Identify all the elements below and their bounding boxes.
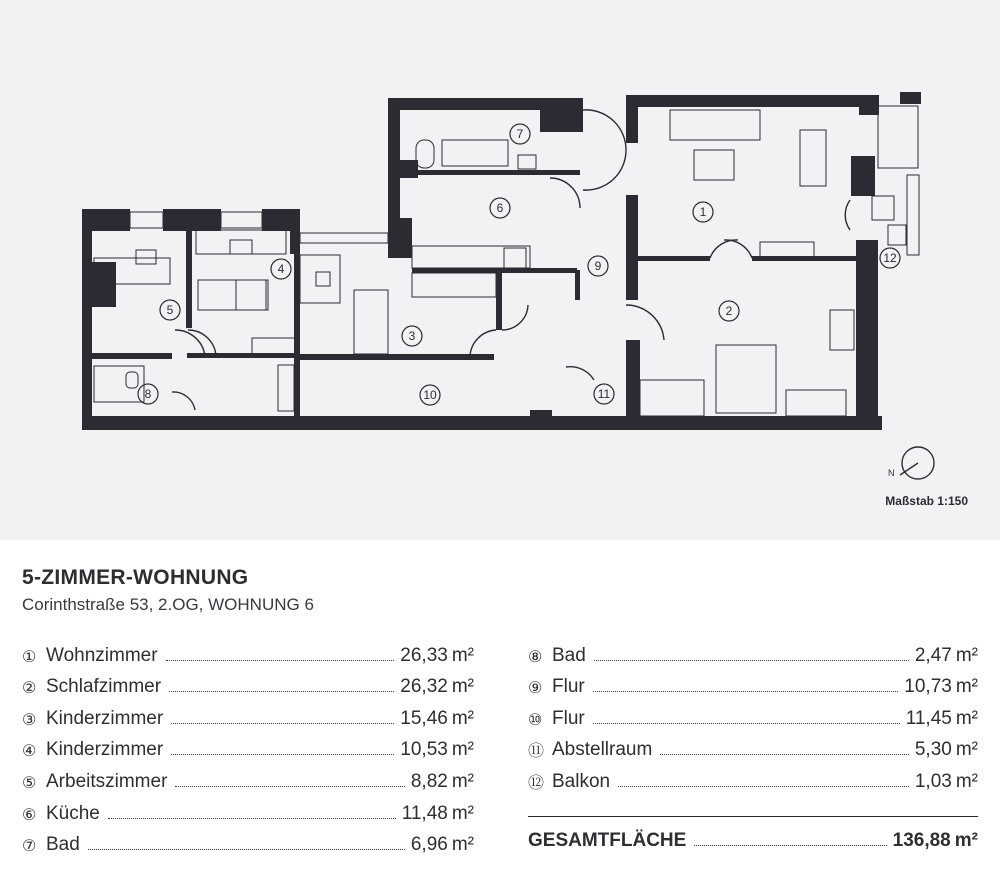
room-number-marker bbox=[588, 256, 608, 276]
room-number-marker bbox=[420, 385, 440, 405]
room-number: ⑥ bbox=[22, 806, 37, 824]
dot-leader bbox=[594, 660, 909, 661]
room-name: Balkon bbox=[552, 770, 611, 792]
room-number-label: 4 bbox=[277, 262, 285, 276]
dot-leader bbox=[88, 849, 405, 850]
room-row bbox=[22, 730, 474, 762]
room-name: Kinderzimmer bbox=[46, 739, 164, 761]
room-area: 5,30 bbox=[914, 739, 952, 761]
room-row bbox=[22, 825, 474, 857]
room-row bbox=[22, 667, 474, 699]
room-unit: m² bbox=[955, 676, 978, 698]
interior-walls bbox=[92, 170, 856, 420]
total-label: GESAMTFLÄCHE bbox=[528, 829, 687, 851]
room-area: 26,33 bbox=[400, 644, 448, 666]
room-number-marker bbox=[510, 124, 530, 144]
room-number: ② bbox=[22, 680, 37, 698]
room-name: Kinderzimmer bbox=[46, 707, 164, 729]
room-number: ④ bbox=[22, 743, 37, 761]
room-name: Flur bbox=[552, 676, 585, 698]
room-number-label: 11 bbox=[597, 387, 611, 401]
dot-leader bbox=[108, 818, 396, 819]
compass-icon bbox=[888, 447, 934, 479]
room-row bbox=[528, 635, 978, 667]
room-area: 8,82 bbox=[410, 770, 448, 792]
room-number-label: 9 bbox=[594, 259, 602, 273]
room-area: 2,47 bbox=[914, 644, 952, 666]
room-name: Abstellraum bbox=[552, 739, 653, 761]
room-number: ⑤ bbox=[22, 774, 37, 792]
room-name: Schlafzimmer bbox=[46, 676, 162, 698]
room-area: 6,96 bbox=[410, 834, 448, 856]
room-row bbox=[528, 667, 978, 699]
room-unit: m² bbox=[451, 644, 474, 666]
room-number-marker bbox=[490, 198, 510, 218]
dot-leader bbox=[171, 723, 394, 724]
room-name: Küche bbox=[46, 802, 100, 824]
dot-leader bbox=[175, 786, 404, 787]
room-unit: m² bbox=[451, 739, 474, 761]
room-unit: m² bbox=[451, 676, 474, 698]
room-number-label: 6 bbox=[496, 201, 504, 215]
room-unit: m² bbox=[451, 834, 474, 856]
room-row bbox=[22, 635, 474, 667]
room-number-marker bbox=[271, 259, 291, 279]
dot-leader bbox=[166, 660, 395, 661]
room-row bbox=[528, 761, 978, 793]
room-area: 11,45 bbox=[905, 707, 952, 729]
room-number-label: 8 bbox=[144, 387, 152, 401]
room-number-marker bbox=[719, 301, 739, 321]
doors bbox=[172, 110, 850, 410]
room-name: Wohnzimmer bbox=[46, 644, 158, 666]
apartment-info bbox=[0, 540, 1000, 889]
room-list-left bbox=[22, 635, 474, 856]
room-number: ⑩ bbox=[528, 711, 543, 729]
room-number: ⑦ bbox=[22, 838, 37, 856]
room-unit: m² bbox=[451, 770, 474, 792]
room-area: 10,53 bbox=[400, 739, 448, 761]
room-unit: m² bbox=[451, 707, 474, 729]
room-number-marker bbox=[160, 300, 180, 320]
room-number-label: 3 bbox=[408, 329, 416, 343]
scale-label: Maßstab 1:150 bbox=[885, 494, 968, 508]
room-number-marker bbox=[693, 202, 713, 222]
apartment-address: Corinthstraße 53, 2.OG, WOHNUNG 6 bbox=[22, 595, 314, 614]
room-list-right bbox=[528, 635, 978, 793]
room-row bbox=[528, 698, 978, 730]
room-area: 10,73 bbox=[904, 676, 952, 698]
room-row bbox=[22, 698, 474, 730]
room-number: ⑪ bbox=[528, 743, 545, 761]
room-number: ⑧ bbox=[528, 648, 543, 666]
furniture bbox=[94, 110, 906, 416]
room-number-label: 12 bbox=[883, 251, 897, 265]
room-unit: m² bbox=[955, 739, 978, 761]
room-number-label: 5 bbox=[166, 303, 174, 317]
svg-text:N: N bbox=[888, 468, 895, 478]
room-row bbox=[22, 761, 474, 793]
dot-leader bbox=[593, 723, 900, 724]
room-area: 1,03 bbox=[914, 770, 952, 792]
room-number: ③ bbox=[22, 711, 37, 729]
dot-leader bbox=[660, 754, 909, 755]
total-unit: m² bbox=[954, 829, 978, 851]
total-value: 136,88 bbox=[892, 829, 951, 851]
room-unit: m² bbox=[955, 770, 978, 792]
total-area-row bbox=[528, 820, 978, 852]
room-name: Bad bbox=[46, 834, 80, 856]
room-number: ① bbox=[22, 648, 37, 666]
room-number-marker bbox=[880, 248, 900, 268]
room-number-label: 2 bbox=[725, 304, 733, 318]
room-name: Arbeitszimmer bbox=[46, 770, 168, 792]
room-name: Bad bbox=[552, 644, 586, 666]
room-area: 26,32 bbox=[400, 676, 448, 698]
room-name: Flur bbox=[552, 707, 585, 729]
room-unit: m² bbox=[955, 644, 978, 666]
dot-leader bbox=[171, 754, 394, 755]
room-area: 11,48 bbox=[401, 802, 448, 824]
room-number-marker bbox=[594, 384, 614, 404]
room-row bbox=[528, 730, 978, 762]
dot-leader bbox=[169, 691, 394, 692]
room-number-marker bbox=[402, 326, 422, 346]
room-number-markers bbox=[138, 124, 900, 405]
room-number-marker bbox=[138, 384, 158, 404]
room-number-label: 10 bbox=[423, 388, 437, 402]
room-number: ⑨ bbox=[528, 680, 543, 698]
room-number-label: 1 bbox=[699, 205, 707, 219]
dot-leader bbox=[593, 691, 899, 692]
apartment-title: 5-ZIMMER-WOHNUNG bbox=[22, 566, 249, 589]
room-unit: m² bbox=[955, 707, 978, 729]
room-row bbox=[22, 793, 474, 825]
total-divider bbox=[528, 816, 978, 817]
room-unit: m² bbox=[451, 802, 474, 824]
room-number-label: 7 bbox=[516, 127, 524, 141]
room-area: 15,46 bbox=[400, 707, 448, 729]
room-number: ⑫ bbox=[528, 774, 545, 792]
dot-leader bbox=[618, 786, 909, 787]
dot-leader bbox=[694, 845, 886, 846]
